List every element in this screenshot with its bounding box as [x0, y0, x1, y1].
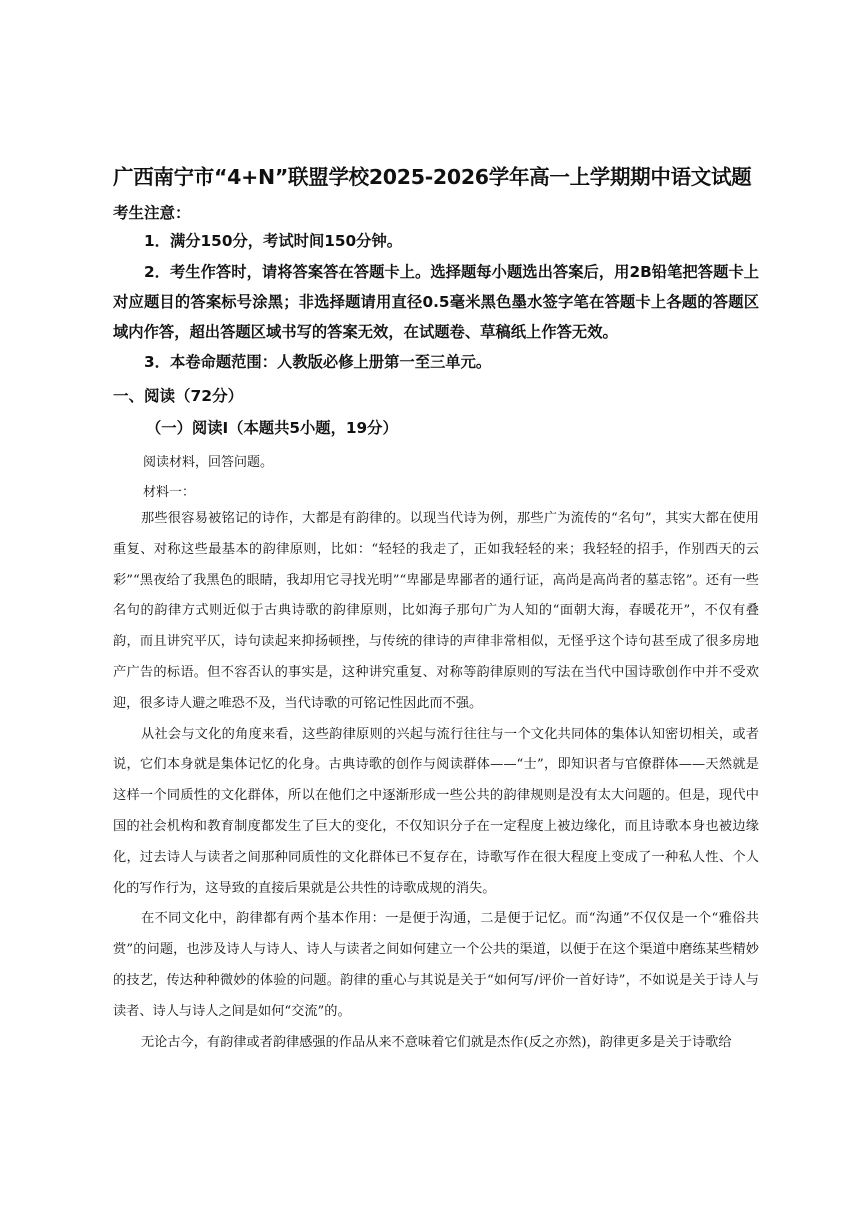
material-label: 材料一： [143, 485, 196, 500]
notice-item-2: 2．考生作答时，请将答案答在答题卡上。选择题每小题选出答案后，用2B铅笔把答题卡上对应题目的答案标号涂黑；非选择题请用直径0.5毫米黑色墨水签字笔在答题卡上各题的答题区域内作答，超出答题区域书写的答案无效，在试题卷、草稿纸上作答无效。 [113, 263, 759, 341]
notice-heading: 考生注意： [113, 204, 191, 222]
paragraph-2: 从社会与文化的角度来看，这些韵律原则的兴起与流行往往与一个文化共同体的集体认知密切相关，或者说，它们本身就是集体记忆的化身。古典诗歌的创作与阅读群体——“士”，即知识者与官僚群体——天然就是这样一个同质性的文化群体，所以在他们之中逐渐形成一些公共的韵律规则是没有太大问题的。但是，现代中国的社会机构和教育制度都发生了巨大的变化，不仅知识分子在一定程度上被边缘化，而且诗歌本身也被边缘化，过去诗人与读者之间那种同质性的文化群体已不复存在，诗歌写作在很大程度上变成了一种私人性、个人化的写作行为，这导致的直接后果就是公共性的诗歌成规的消失。 [113, 726, 759, 896]
subsection-heading-reading-1: （一）阅读Ⅰ（本题共5小题，19分） [146, 419, 398, 437]
paragraph-4: 无论古今，有韵律或者韵律感强的作品从来不意味着它们就是杰作(反之亦然)，韵律更多是关于诗歌给 [141, 1034, 732, 1050]
page-title: 广西南宁市“4+N”联盟学校2025-2026学年高一上学期期中语文试题 [113, 165, 752, 189]
notice-item-3: 3．本卷命题范围：人教版必修上册第一至三单元。 [144, 353, 492, 371]
section-heading-reading: 一、阅读（72分） [113, 387, 244, 405]
paragraph-3: 在不同文化中，韵律都有两个基本作用：一是便于沟通，二是便于记忆。而“沟通”不仅仅是一个“雅俗共赏”的问题，也涉及诗人与诗人、诗人与读者之间如何建立一个公共的渠道，以便于在这个渠道中磨练某些精妙的技艺，传达种种微妙的体验的问题。韵律的重心与其说是关于“如何写/评价一首好诗”，不如说是关于诗人与读者、诗人与诗人之间是如何“交流”的。 [113, 911, 759, 1019]
reading-instruction: 阅读材料，回答问题。 [143, 455, 274, 470]
paragraph-1: 那些很容易被铭记的诗作，大都是有韵律的。以现当代诗为例，那些广为流传的“名句”，其实大都在使用重复、对称这些最基本的韵律原则，比如：“轻轻的我走了，正如我轻轻的来；我轻轻的招手，作别西天的云彩”“黑夜给了我黑色的眼睛，我却用它寻找光明”“卑鄙是卑鄙者的通行证，高尚是高尚者的墓志铭”。还有一些名句的韵律方式则近似于古典诗歌的韵律原则，比如海子那句广为人知的“面朝大海，春暖花开”，不仅有叠韵，而且讲究平仄，诗句读起来抑扬顿挫，与传统的律诗的声律非常相似，无怪乎这个诗句甚至成了很多房地产广告的标语。但不容否认的事实是，这种讲究重复、对称等韵律原则的写法在当代中国诗歌创作中并不受欢迎，很多诗人避之唯恐不及，当代诗歌的可铭记性因此而不强。 [113, 511, 759, 711]
material-body [113, 504, 759, 1058]
notice-item-1: 1．满分150分，考试时间150分钟。 [144, 232, 403, 250]
